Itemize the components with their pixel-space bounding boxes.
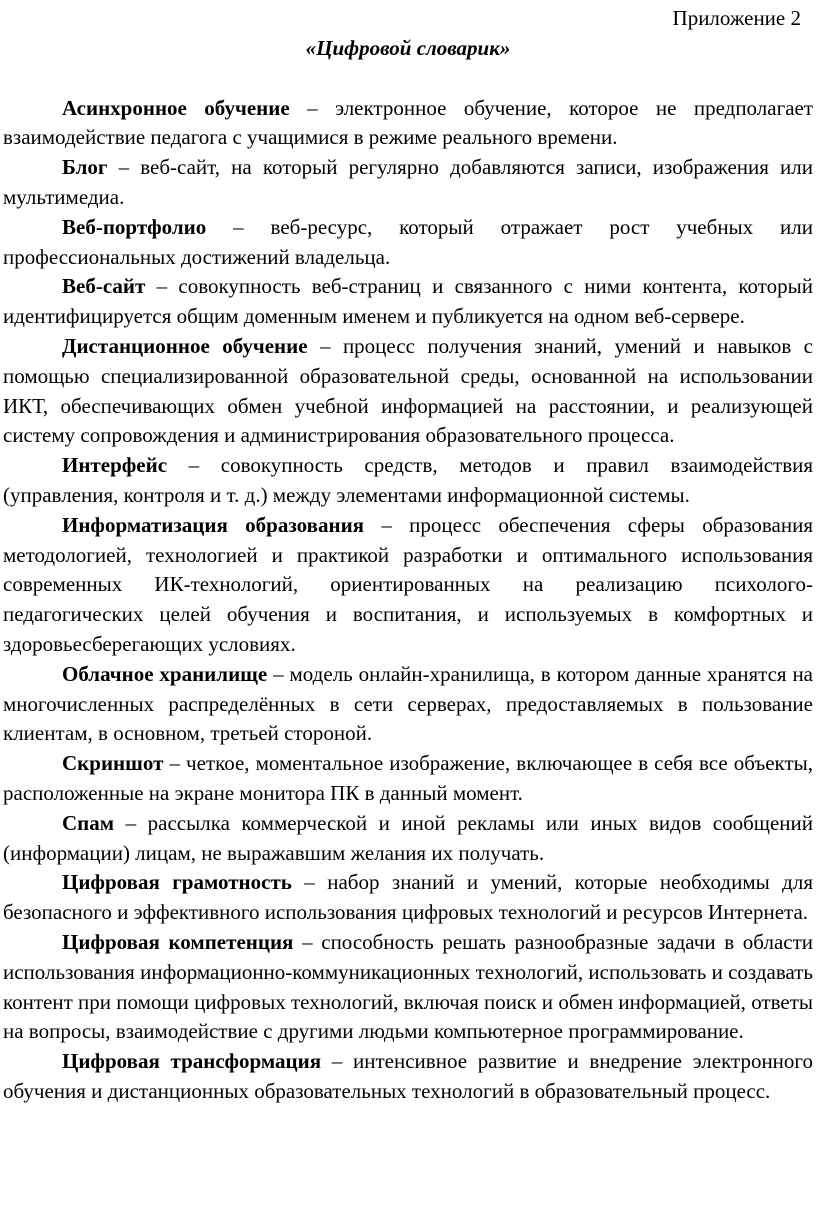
glossary-term: Информатизация образования xyxy=(62,512,365,537)
appendix-label: Приложение 2 xyxy=(672,6,801,30)
glossary-definition: процесс обеспечения сферы образования методологией, технологией и практикой разработки и оптимального использования современных ИК-технологий, ориентированных на реализацию психолого-педагогических целей обучения и воспитания, и используемых в комфортных и здоровьесберегающих условиях. xyxy=(3,512,813,656)
glossary-definition: модель онлайн-хранилища, в котором данные хранятся на многочисленных распределённых в сети серверах, предоставляемых в пользование клиентам, в основном, третьей стороной. xyxy=(3,661,814,746)
glossary-entry xyxy=(3,868,813,928)
glossary-definition: электронное обучение, которое не предполагает взаимодействие педагога с учащимися в режиме реального времени. xyxy=(3,95,814,150)
glossary-definition: веб-ресурс, который отражает рост учебных или профессиональных достижений владельца. xyxy=(3,214,813,269)
glossary-term: Облачное хранилище xyxy=(62,661,268,686)
term-dash: – xyxy=(145,274,179,299)
glossary-entry xyxy=(3,94,813,154)
term-dash: – xyxy=(364,512,410,537)
glossary-term: Скриншот xyxy=(62,751,164,776)
glossary-entry xyxy=(3,272,813,332)
term-dash: – xyxy=(163,751,187,776)
glossary-entry xyxy=(3,928,813,1047)
glossary-definition: четкое, моментальное изображение, включающее в себя все объекты, расположенные на экране монитора ПК в данный момент. xyxy=(3,751,813,805)
glossary-term: Цифровая трансформация xyxy=(62,1049,322,1074)
glossary-entry xyxy=(3,1047,813,1107)
glossary-term: Спам xyxy=(62,810,115,835)
glossary-definition: набор знаний и умений, которые необходимы для безопасного и эффективного использования цифровых технологий и ресурсов Интернета. xyxy=(3,870,813,925)
term-dash: – xyxy=(291,870,328,895)
glossary-term: Дистанционное обучение xyxy=(62,333,308,358)
glossary-entry xyxy=(3,153,813,213)
glossary-definition: рассылка коммерческой и иной рекламы или иных видов сообщений (информации) лицам, не выражавшим желания их получать. xyxy=(3,810,814,865)
document-title: «Цифровой словарик» xyxy=(305,35,511,60)
glossary-entry xyxy=(3,451,813,511)
glossary-term: Блог xyxy=(62,155,108,180)
glossary-term: Интерфейс xyxy=(62,453,168,478)
glossary-definition: веб-сайт, на который регулярно добавляются записи, изображения или мультимедиа. xyxy=(3,155,813,209)
glossary-term: Асинхронное обучение xyxy=(62,95,290,120)
glossary-entry xyxy=(3,749,813,809)
term-dash: – xyxy=(167,453,221,478)
glossary-entry xyxy=(3,511,813,660)
glossary-definition: процесс получения знаний, умений и навыков с помощью специализированной образовательной среды, основанной на использовании ИКТ, обеспечивающих обмен учебной информацией на расстоянии, и реализующей систему сопровождения и администрирования образовательного процесса. xyxy=(3,333,813,448)
term-dash: – xyxy=(307,333,343,358)
glossary-entry xyxy=(3,213,813,273)
glossary-entry xyxy=(3,809,813,869)
term-dash: – xyxy=(321,1049,354,1074)
glossary-entry xyxy=(3,332,813,451)
glossary-definition: способность решать разнообразные задачи в области использования информационно-коммуникационных технологий, использовать и создавать контент при помощи цифровых технологий, включая поиск и обмен информацией, ответы на вопросы, взаимодействие с другими людьми компьютерное программирование. xyxy=(3,929,813,1044)
term-dash: – xyxy=(206,214,271,239)
term-dash: – xyxy=(289,95,336,120)
glossary-term: Цифровая компетенция xyxy=(62,929,294,954)
glossary-definition: совокупность веб-страниц и связанного с ними контента, который идентифицируется общим доменным именем и публикуется на одном веб-сервере. xyxy=(3,274,813,329)
glossary-definition: интенсивное развитие и внедрение электронного обучения и дистанционных образовательных технологий в образовательный процесс. xyxy=(3,1049,814,1103)
glossary-list xyxy=(3,94,813,1107)
term-dash: – xyxy=(107,155,141,180)
term-dash: – xyxy=(293,929,322,954)
glossary-term: Цифровая грамотность xyxy=(62,870,292,895)
glossary-definition: совокупность средств, методов и правил взаимодействия (управления, контроля и т. д.) между элементами информационной системы. xyxy=(3,453,814,507)
term-dash: – xyxy=(114,810,148,835)
glossary-term: Веб-сайт xyxy=(62,274,146,299)
term-dash: – xyxy=(267,661,290,686)
glossary-entry xyxy=(3,660,813,749)
glossary-term: Веб-портфолио xyxy=(62,214,207,239)
